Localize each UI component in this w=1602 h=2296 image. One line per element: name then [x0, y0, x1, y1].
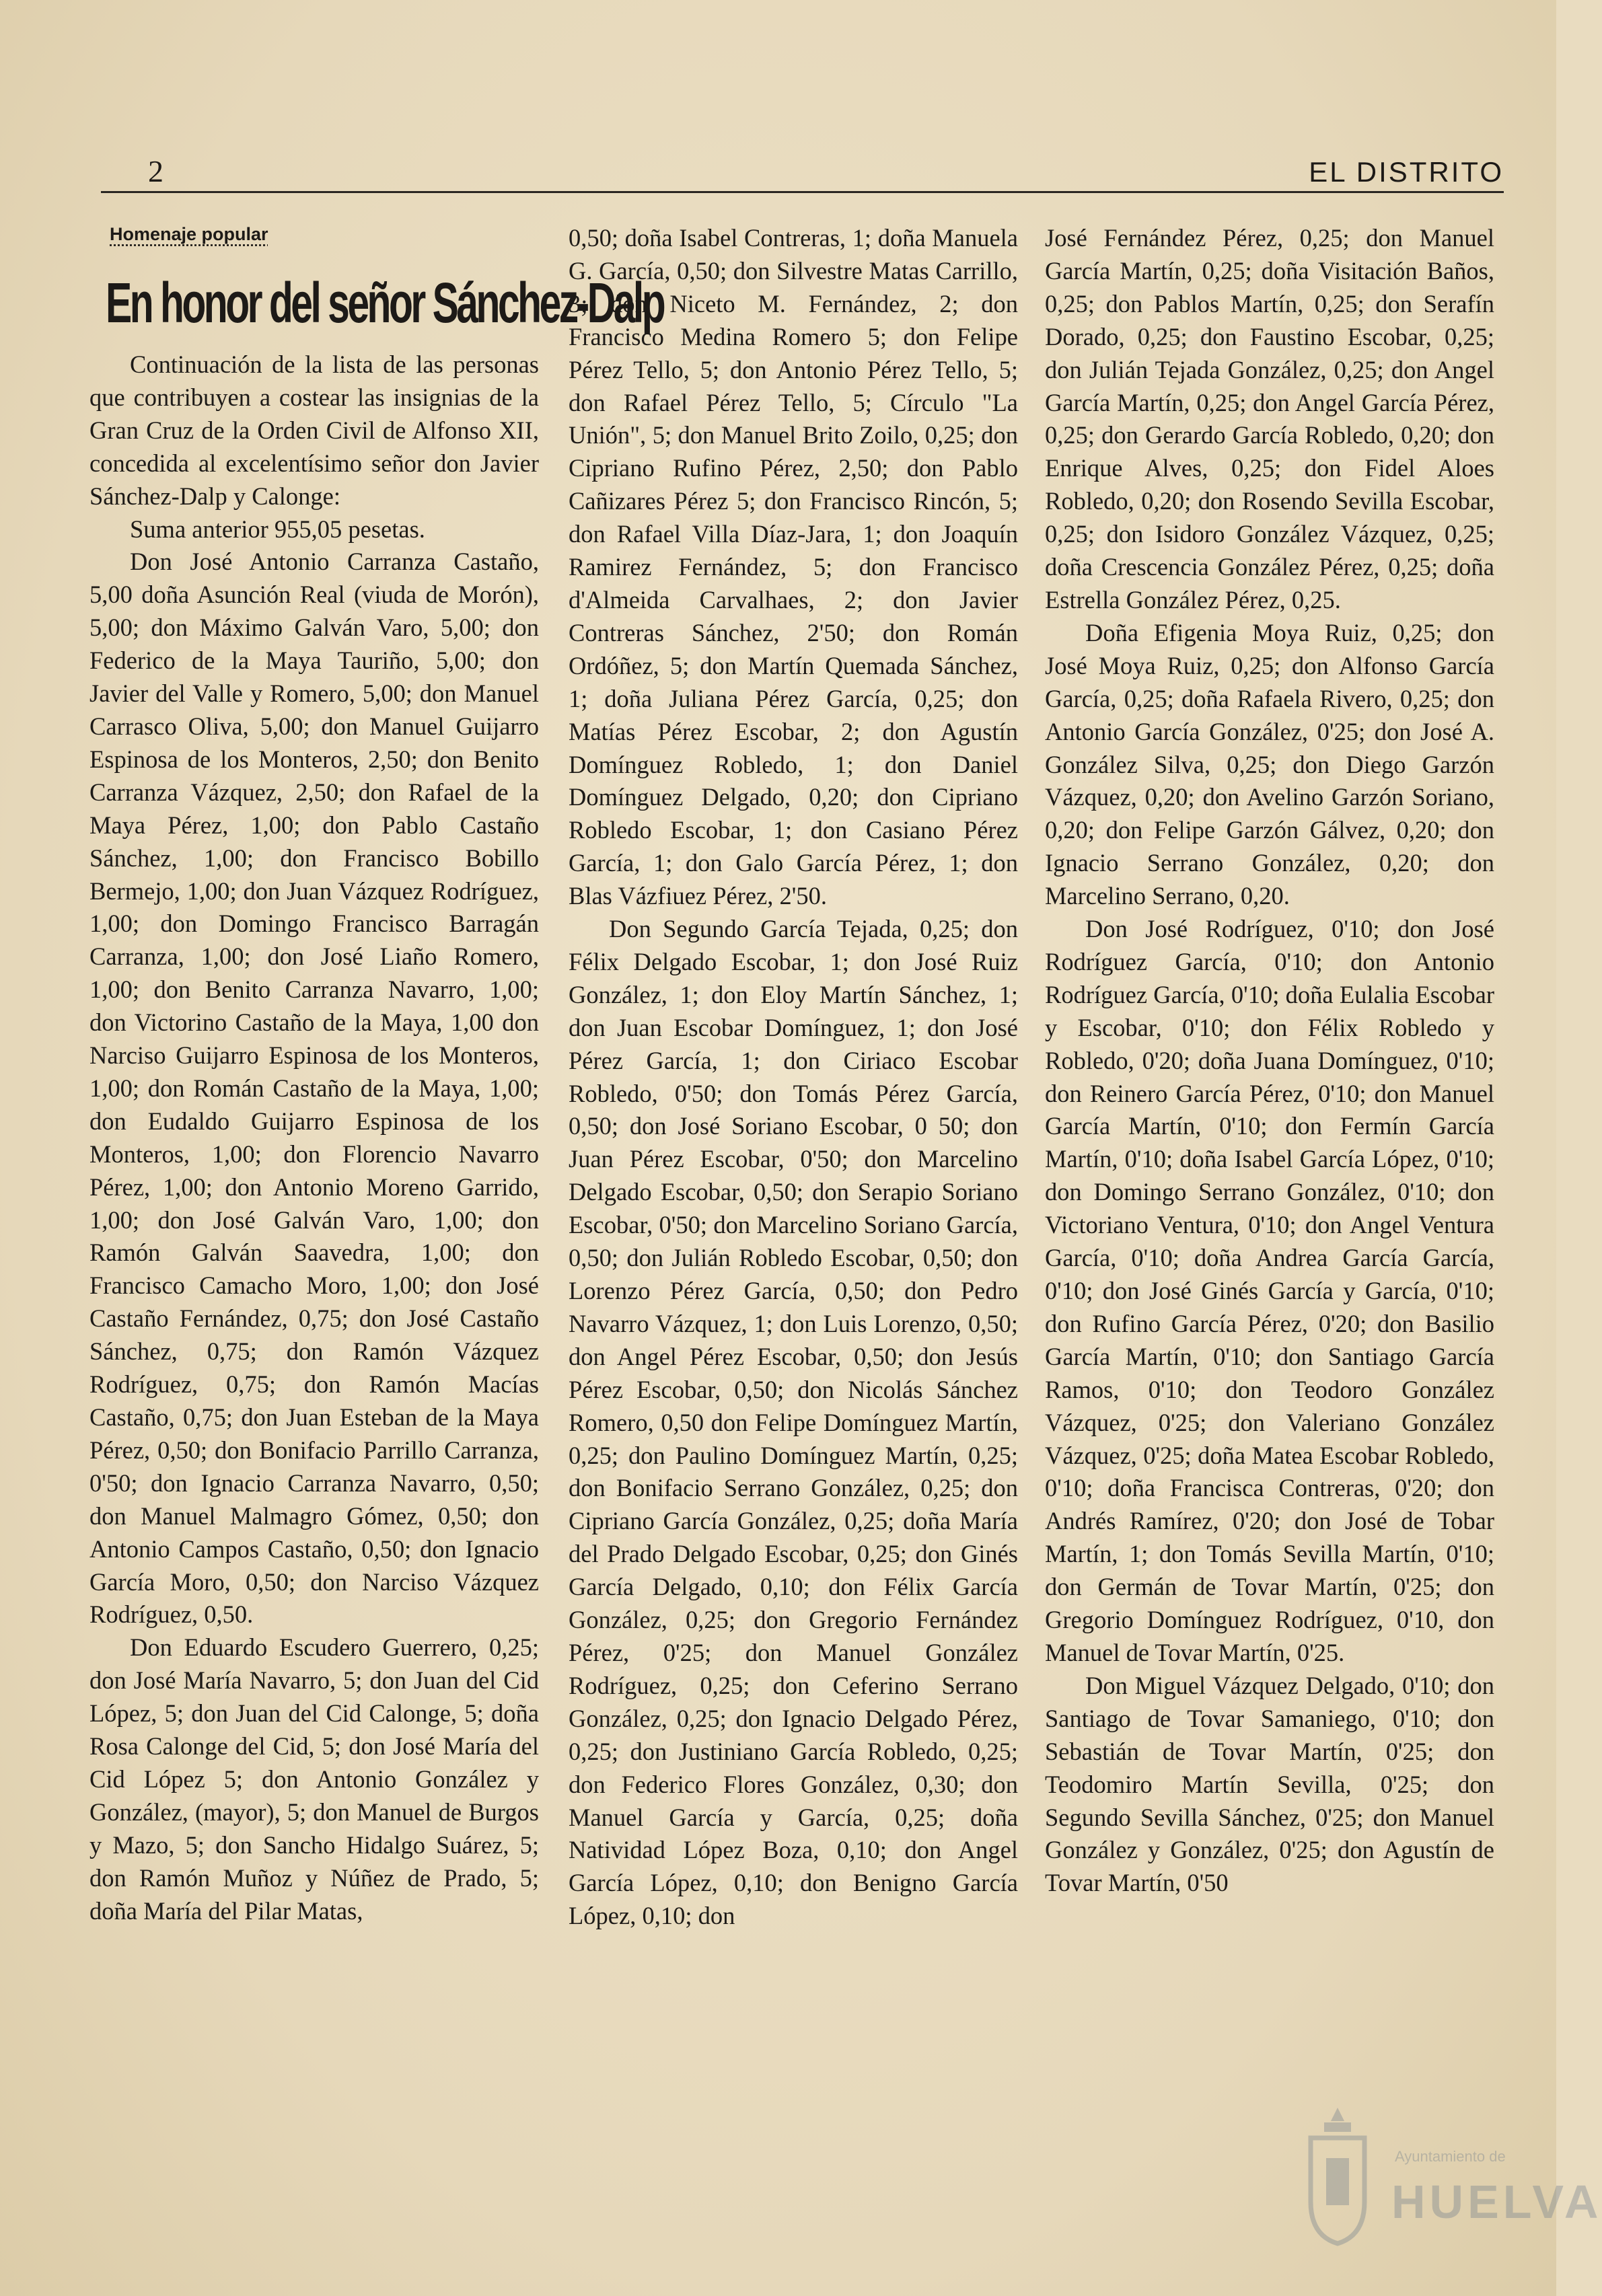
paragraph: José Fernández Pérez, 0,25; don Manuel García Martín, 0,25; doña Visitación Baños, 0,25; don Pablos Martín, 0,25; don Serafín Dorado, 0,25; don Faustino Escobar, 0,25; don Julián Tejada González, 0,25; don Angel García Martín, 0,25; don Angel García Pérez, 0,25; don Gerardo García Robledo, 0,20; don Enrique Alves, 0,25; don Fidel Aloes Robledo, 0,20; don Rosendo Sevilla Escobar, 0,25; don Isidoro González Vázquez, 0,25; doña Crescencia González Pérez, 0,25; doña Estrella González Pérez, 0,25. [1045, 224, 1494, 614]
article-column-1 [89, 222, 664, 2186]
section-label: Homenaje popular [110, 224, 268, 244]
paragraph: Don Miguel Vázquez Delgado, 0'10; don Santiago de Tovar Samaniego, 0'10; don Sebastián de Tovar Martín, 0'25; don Teodomiro Martín Sevilla, 0'25; don Segundo Sevilla Sánchez, 0'25; don Manuel González y González, 0'25; don Agustín de Tovar Martín, 0'50 [1045, 1671, 1494, 1897]
paragraph: Don José Antonio Carranza Castaño, 5,00 doña Asunción Real (viuda de Morón), 5,00; don Máximo Galván Varo, 5,00; don Federico de la Maya Tauriño, 5,00; don Javier del Valle y Romero, 5,00; don Manuel Carrasco Oliva, 5,00; don Manuel Guijarro Espinosa de los Monteros, 2,50; don Benito Carranza Vázquez, 2,50; don Rafael de la Maya Pérez, 1,00; don Pablo Castaño Sánchez, 1,00; don Francisco Bobillo Bermejo, 1,00; don Juan Vázquez Rodríguez, 1,00; don Domingo Francisco Barragán Carranza, 1,00; don José Liaño Romero, 1,00; don Benito Carranza Navarro, 1,00; don Victorino Castaño de la Maya, 1,00 don Narciso Guijarro Espinosa de los Monteros, 1,00; don Román Castaño de la Maya, 1,00; don Eudaldo Guijarro Espinosa de los Monteros, 1,00; don Florencio Navarro Pérez, 1,00; don Antonio Moreno Garrido, 1,00; don José Galván Varo, 1,00; don Ramón Galván Saavedra, 1,00; don Francisco Camacho Moro, 1,00; don José Castaño Fernández, 0,75; don José Castaño Sánchez, 0,75; don Ramón Vázquez Rodríguez, 0,75; don Ramón Macías Castaño, 0,75; don Juan Esteban de la Maya Pérez, 0,50; don Bonifacio Parrillo Carranza, 0'50; don Ignacio Carranza Navarro, 0,50; don Manuel Malmagro Gómez, 0,50; don Antonio Campos Castaño, 0,50; don Ignacio García Moro, 0,50; don Narciso Vázquez Rodríguez, 0,50. [89, 548, 539, 1629]
paragraph: Don Eduardo Escudero Guerrero, 0,25; don José María Navarro, 5; don Juan del Cid López, 5; don Juan del Cid Calonge, 5; doña Rosa Calonge del Cid, 5; don José María del Cid López 5; don Antonio González y González, (mayor), 5; don Manuel de Burgos y Mazo, 5; don Sancho Hidalgo Suárez, 5; don Ramón Muñoz y Núñez de Prado, 5; doña María del Pilar Matas, [89, 1633, 539, 1925]
watermark [1301, 2101, 1602, 2269]
city-coat-of-arms-icon [1301, 2101, 1375, 2249]
newspaper-name: EL DISTRITO [1309, 156, 1504, 188]
paragraph: 0,50; doña Isabel Contreras, 1; doña Manuela G. García, 0,50; don Silvestre Matas Carrillo, 3; don Niceto M. Fernández, 2; don Francisco Medina Romero 5; don Felipe Pérez Tello, 5; don Antonio Pérez Tello, 5; don Rafael Pérez Tello, 5; Círculo "La Unión", 5; don Manuel Brito Zoilo, 0,25; don Cipriano Rufino Pérez, 2,50; don Pablo Cañizares Pérez 5; don Francisco Rincón, 5; don Rafael Villa Díaz-Jara, 1; don Joaquín Ramirez Fernández, 5; don Francisco d'Almeida Carvalhaes, 2; don Javier Contreras Sánchez, 2'50; don Román Ordóñez, 5; don Martín Quemada Sánchez, 1; doña Juliana Pérez García, 0,25; don Matías Pérez Escobar, 2; don Agustín Domínguez Robledo, 1; don Daniel Domínguez Delgado, 0,20; don Cipriano Robledo Escobar, 1; don Casiano Pérez García, 1; don Galo García Pérez, 1; don Blas Vázfiuez Pérez, 2'50. [569, 224, 1018, 910]
article-column-3 [1045, 222, 1494, 2186]
paragraph: Doña Efigenia Moya Ruiz, 0,25; don José Moya Ruiz, 0,25; don Alfonso García García, 0,25; doña Rafaela Rivero, 0,25; don Antonio García González, 0'25; don José A. González Silva, 0,25; don Diego Garzón Vázquez, 0,20; don Avelino Garzón Soriano, 0,20; don Felipe Garzón Gálvez, 0,20; don Ignacio Serrano González, 0,20; don Marcelino Serrano, 0,20. [1045, 618, 1494, 910]
paragraph: Suma anterior 955,05 pesetas. [130, 515, 425, 543]
page-number: 2 [148, 154, 163, 188]
watermark-line-2: HUELVA [1391, 2176, 1602, 2228]
article-column-2 [569, 222, 1018, 2186]
paragraph: Don Segundo García Tejada, 0,25; don Félix Delgado Escobar, 1; don José Ruiz González, 1; don Eloy Martín Sánchez, 1; don Juan Escobar Domínguez, 1; don José Pérez García, 1; don Ciriaco Escobar Robledo, 0'50; don Tomás Pérez García, 0,50; don José Soriano Escobar, 0 50; don Juan Pérez Escobar, 0'50; don Marcelino Delgado Escobar, 0,50; don Serapio Soriano Escobar, 0'50; don Marcelino Soriano García, 0,50; don Julián Robledo Escobar, 0,50; don Lorenzo Pérez García, 0,50; don Pedro Navarro Vázquez, 1; don Luis Lorenzo, 0,50; don Angel Pérez Escobar, 0,50; don Jesús Pérez Escobar, 0,50; don Nicolás Sánchez Romero, 0,50 don Felipe Domínguez Martín, 0,25; don Paulino Domínguez Martín, 0,25; don Bonifacio Serrano González, 0,25; don Cipriano García González, 0,25; doña María del Prado Delgado Escobar, 0,25; don Ginés García Delgado, 0,10; don Félix García González, 0,25; don Gregorio Fernández Pérez, 0'25; don Manuel González Rodríguez, 0,25; don Ceferino Serrano González, 0,25; don Ignacio Delgado Pérez, 0,25; don Justiniano García Robledo, 0,25; don Federico Flores González, 0,30; don Manuel García y García, 0,25; doña Natividad López Boza, 0,10; don Angel García López, 0,10; don Benigno García López, 0,10; don [569, 915, 1018, 1930]
paragraph: Don José Rodríguez, 0'10; don José Rodríguez García, 0'10; don Antonio Rodríguez García, 0'10; doña Eulalia Escobar y Escobar, 0'10; don Félix Robledo y Robledo, 0'20; doña Juana Domínguez, 0'10; don Reinero García Pérez, 0'10; don Manuel García Martín, 0'10; don Fermín García Martín, 0'10; doña Isabel García López, 0'10; don Domingo Serrano González, 0'10; don Victoriano Ventura, 0'10; don Angel Ventura García, 0'10; doña Andrea García García, 0'10; don José Ginés García y García, 0'10; don Rufino García Pérez, 0'20; don Basilio García Martín, 0'10; don Santiago García Ramos, 0'10; don Teodoro González Vázquez, 0'25; don Valeriano González Vázquez, 0'25; doña Matea Escobar Robledo, 0'10; doña Francisca Contreras, 0'20; don Andrés Ramírez, 0'20; don José de Tobar Martín, 1; don Tomás Sevilla Martín, 0'10; don Germán de Tovar Martín, 0'25; don Gregorio Domínguez Rodríguez, 0'10, don Manuel de Tovar Martín, 0'25. [1045, 915, 1494, 1666]
page-header [101, 152, 1504, 192]
headline: En honor del señor Sánchez-Dalp [106, 271, 664, 334]
paragraph: Continuación de la lista de las personas que contribuyen a costear las insignias de la Gran Cruz de la Orden Civil de Alfonso XII, concedida al excelentísimo señor don Javier Sánchez-Dalp y Calonge: [89, 350, 539, 510]
watermark-line-1: Ayuntamiento de [1395, 2148, 1506, 2165]
header-rule [101, 191, 1504, 193]
